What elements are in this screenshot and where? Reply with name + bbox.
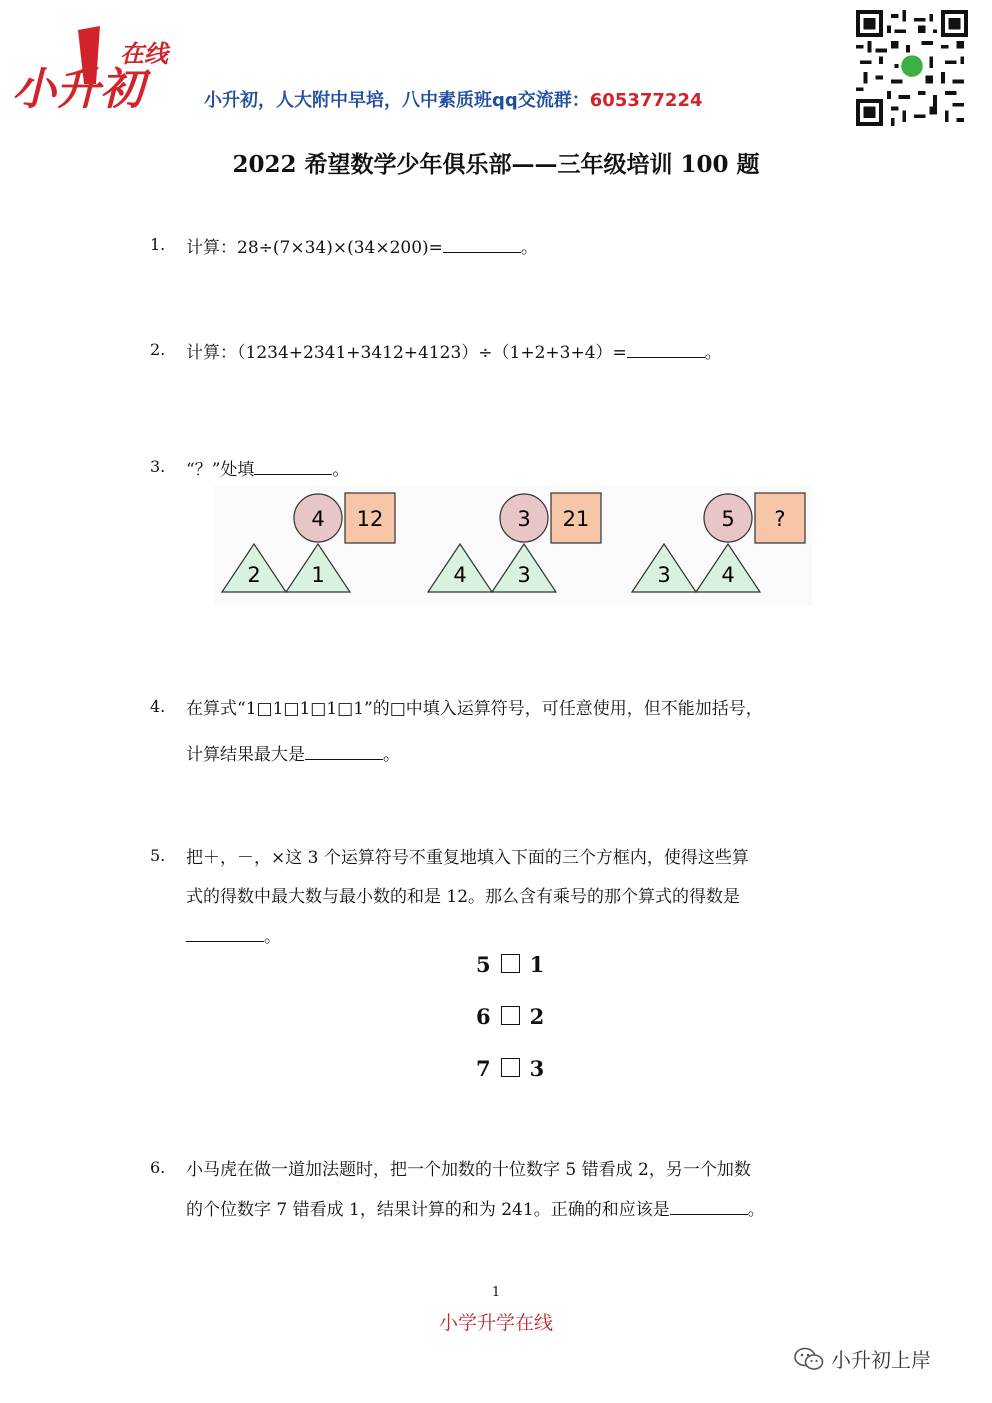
logo-main-text: 小升初 [12,64,144,115]
equation-row: 6 2 [476,1004,545,1029]
logo-sub-text: 在线 [120,40,168,68]
question-2-text: 计算：（1234+2341+3412+4123）÷（1+2+3+4）= 。 [186,343,722,363]
question-5-number: 5. [150,846,166,865]
watermark-text: 小升初上岸 [831,1348,931,1372]
question-3-figure [214,486,812,606]
document-title: 2022 希望数学少年俱乐部——三年级培训 100 题 [232,151,760,178]
wechat-icon [793,1346,825,1372]
question-6-line-2: 的个位数字 7 错看成 1，结果计算的和为 241。正确的和应该是 。 [186,1200,765,1220]
answer-blank [305,745,383,760]
slogan-text: 小升初，人大附中早培，八中素质班qq交流群： [204,90,590,111]
qr-code-icon [856,10,968,126]
triangle-left-value: 4 [453,563,467,587]
triangle-left-value: 2 [247,563,261,587]
triangle-left-value: 3 [657,563,671,587]
question-5-line-2: 式的得数中最大数与最小数的和是 12。那么含有乘号的那个算式的得数是 [186,887,741,907]
circle-value: 5 [721,507,735,531]
footer-text: 小学升学在线 [438,1312,553,1334]
triangle-right-value: 4 [721,563,735,587]
question-4-line-1: 在算式“1□1□1□1□1”的□中填入运算符号，可任意使用，但不能加括号， [186,699,763,719]
question-3-text: “？”处填 。 [186,460,350,480]
page-number: 1 [491,1285,501,1300]
question-2-number: 2. [150,340,166,359]
triangle-right-value: 1 [311,563,325,587]
question-6-line-1: 小马虎在做一道加法题时，把一个加数的十位数字 5 错看成 2，另一个加数 [186,1160,751,1180]
square-value: ? [774,507,786,531]
answer-blank [186,927,264,942]
question-4-line-2: 计算结果最大是 。 [186,745,400,765]
circle-value: 4 [311,507,325,531]
question-5-line-1: 把＋，－，×这 3 个运算符号不重复地填入下面的三个方框内，使得这些算 [186,848,749,868]
triangle-right-value: 3 [517,563,531,587]
answer-blank [670,1200,748,1215]
header-slogan [204,86,703,112]
watermark [793,1344,931,1373]
equation-row: 7 3 [476,1056,545,1081]
equation-row: 5 1 [476,952,545,977]
circle-value: 3 [517,507,531,531]
operator-box [501,1058,520,1077]
question-3-number: 3. [150,457,166,476]
answer-blank [254,460,332,475]
question-5-line-3: 。 [186,922,281,947]
question-1-number: 1. [150,235,166,254]
brand-logo [8,22,173,117]
question-6-number: 6. [150,1158,166,1177]
question-1-text: 计算：28÷(7×34)×(34×200)= 。 [186,238,538,258]
square-value: 21 [562,507,590,531]
question-4-number: 4. [150,697,166,716]
square-value: 12 [356,507,384,531]
answer-blank [627,343,705,358]
answer-blank [443,238,521,253]
operator-box [501,954,520,973]
operator-box [501,1006,520,1025]
qq-number: 605377224 [589,90,703,111]
